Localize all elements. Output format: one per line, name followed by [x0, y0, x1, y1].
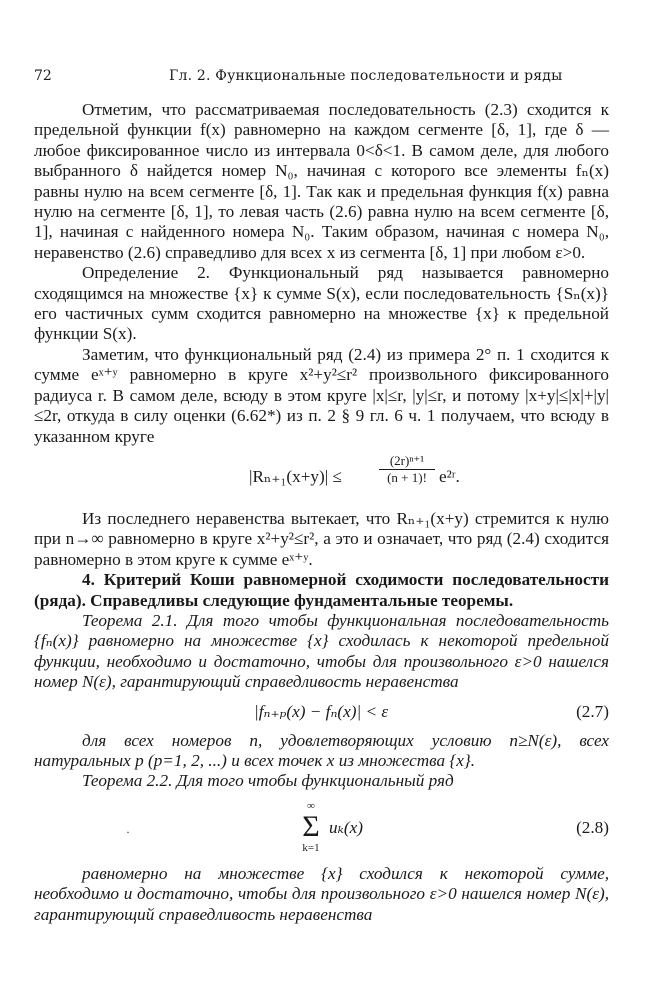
formula-series	[34, 792, 609, 864]
sum-operator	[296, 800, 326, 854]
sum-sigma: Σ	[302, 809, 320, 843]
running-header	[34, 68, 607, 90]
paragraph-theorem-2-2: Теорема 2.2. Для того чтобы функциональный ряд	[82, 771, 454, 791]
fraction-denominator: (n + 1)!	[387, 469, 427, 485]
paragraph-theorem-2-2-continued: равномерно на множестве {x} сходился к некоторой сумме, необходимо и достаточно, чтобы для произвольного ε>0 нашелся номер N(ε), гарантирующий справедливость неравенства	[34, 863, 609, 924]
section-heading-cauchy-criterion: 4. Критерий Коши равномерной сходимости последовательности (ряда). Справедливы следующие фундаментальные теоремы.	[34, 570, 609, 610]
formula-remainder-estimate	[34, 447, 609, 509]
formula-remainder-fraction	[379, 453, 435, 486]
paragraph-conclusion: Из последнего неравенства вытекает, что Rₙ₊₁(x+y) стремится к нулю при n→∞ равномерно в круге x²+y²≤r², а это и означает, что ряд (2.4) сходится равномерно в этом круге к сумме eˣ⁺ʸ.	[34, 508, 609, 569]
formula-cauchy-expression: |fₙ₊ₚ(x) − fₙ(x)| < ε	[254, 701, 389, 721]
paragraph-uniform-convergence-example: Отметим, что рассматриваемая последовательность (2.3) сходится к предельной функции f(x) равномерно на каждом сегменте [δ, 1], где δ — любое фиксированное число из интервала 0<δ<1. В самом деле, для любого выбранного δ найдется номер N₀, начиная с которого все элементы fₙ(x) равны нулю на всем сегменте [δ, 1]. Так как и предельная функция f(x) равна нулю на сегменте [δ, 1], то левая часть (2.6) равна нулю на всем сегменте [δ, 1], начиная с найденного номера N₀. Таким образом, начиная с номера N₀, неравенство (2.6) справедливо для всех x из сегмента [δ, 1] при любом ε>0.	[34, 100, 609, 262]
paragraph-theorem-2-1-continued: для всех номеров n, удовлетворяющих условию n≥N(ε), всех натуральных p (p=1, 2, ...) и всех точек x из множества {x}.	[34, 730, 609, 770]
running-title: Гл. 2. Функциональные последовательности и ряды	[169, 68, 563, 84]
paragraph-series-example: Заметим, что функциональный ряд (2.4) из примера 2° п. 1 сходится к сумме eˣ⁺ʸ равномерно в круге x²+y²≤r² произвольного фиксированного радиуса r. В самом деле, всюду в этом круге |x|≤r, |y|≤r, и потому |x+y|≤|x|+|y|≤2r, откуда в силу оценки (6.62*) из п. 2 § 9 гл. 6 ч. 1 получаем, что всюду в указанном круге	[34, 344, 609, 446]
paragraph-definition-2: Определение 2. Функциональный ряд называется равномерно сходящимся на множестве {x} к сумме S(x), если последовательность {Sₙ(x)} его частичных сумм сходится равномерно на множестве {x} к предельной функции S(x).	[34, 263, 609, 344]
formula-cauchy-sequence	[34, 693, 609, 731]
paragraph-theorem-2-1: Теорема 2.1. Для того чтобы функциональная последовательность {fₙ(x)} равномерно на множестве {x} сходилась к некоторой предельной функции, необходимо и достаточно, чтобы для произвольного ε>0 нашелся номер N(ε), гарантирующий справедливость неравенства	[34, 610, 609, 692]
speck-dot: ·	[126, 824, 130, 839]
sum-term: uₖ(x)	[329, 817, 363, 837]
fraction-numerator: (2r)ⁿ⁺¹	[379, 453, 435, 470]
formula-remainder-rhs: e²ʳ.	[439, 466, 460, 486]
page-number: 72	[34, 68, 52, 84]
equation-label-2-7: (2.7)	[576, 701, 609, 721]
sum-upper-limit: ∞	[307, 799, 315, 812]
equation-label-2-8: (2.8)	[576, 817, 609, 837]
formula-remainder-lhs: |Rₙ₊₁(x+y)| ≤	[249, 466, 342, 486]
page-body	[34, 100, 609, 925]
sum-lower-limit: k=1	[302, 841, 320, 854]
